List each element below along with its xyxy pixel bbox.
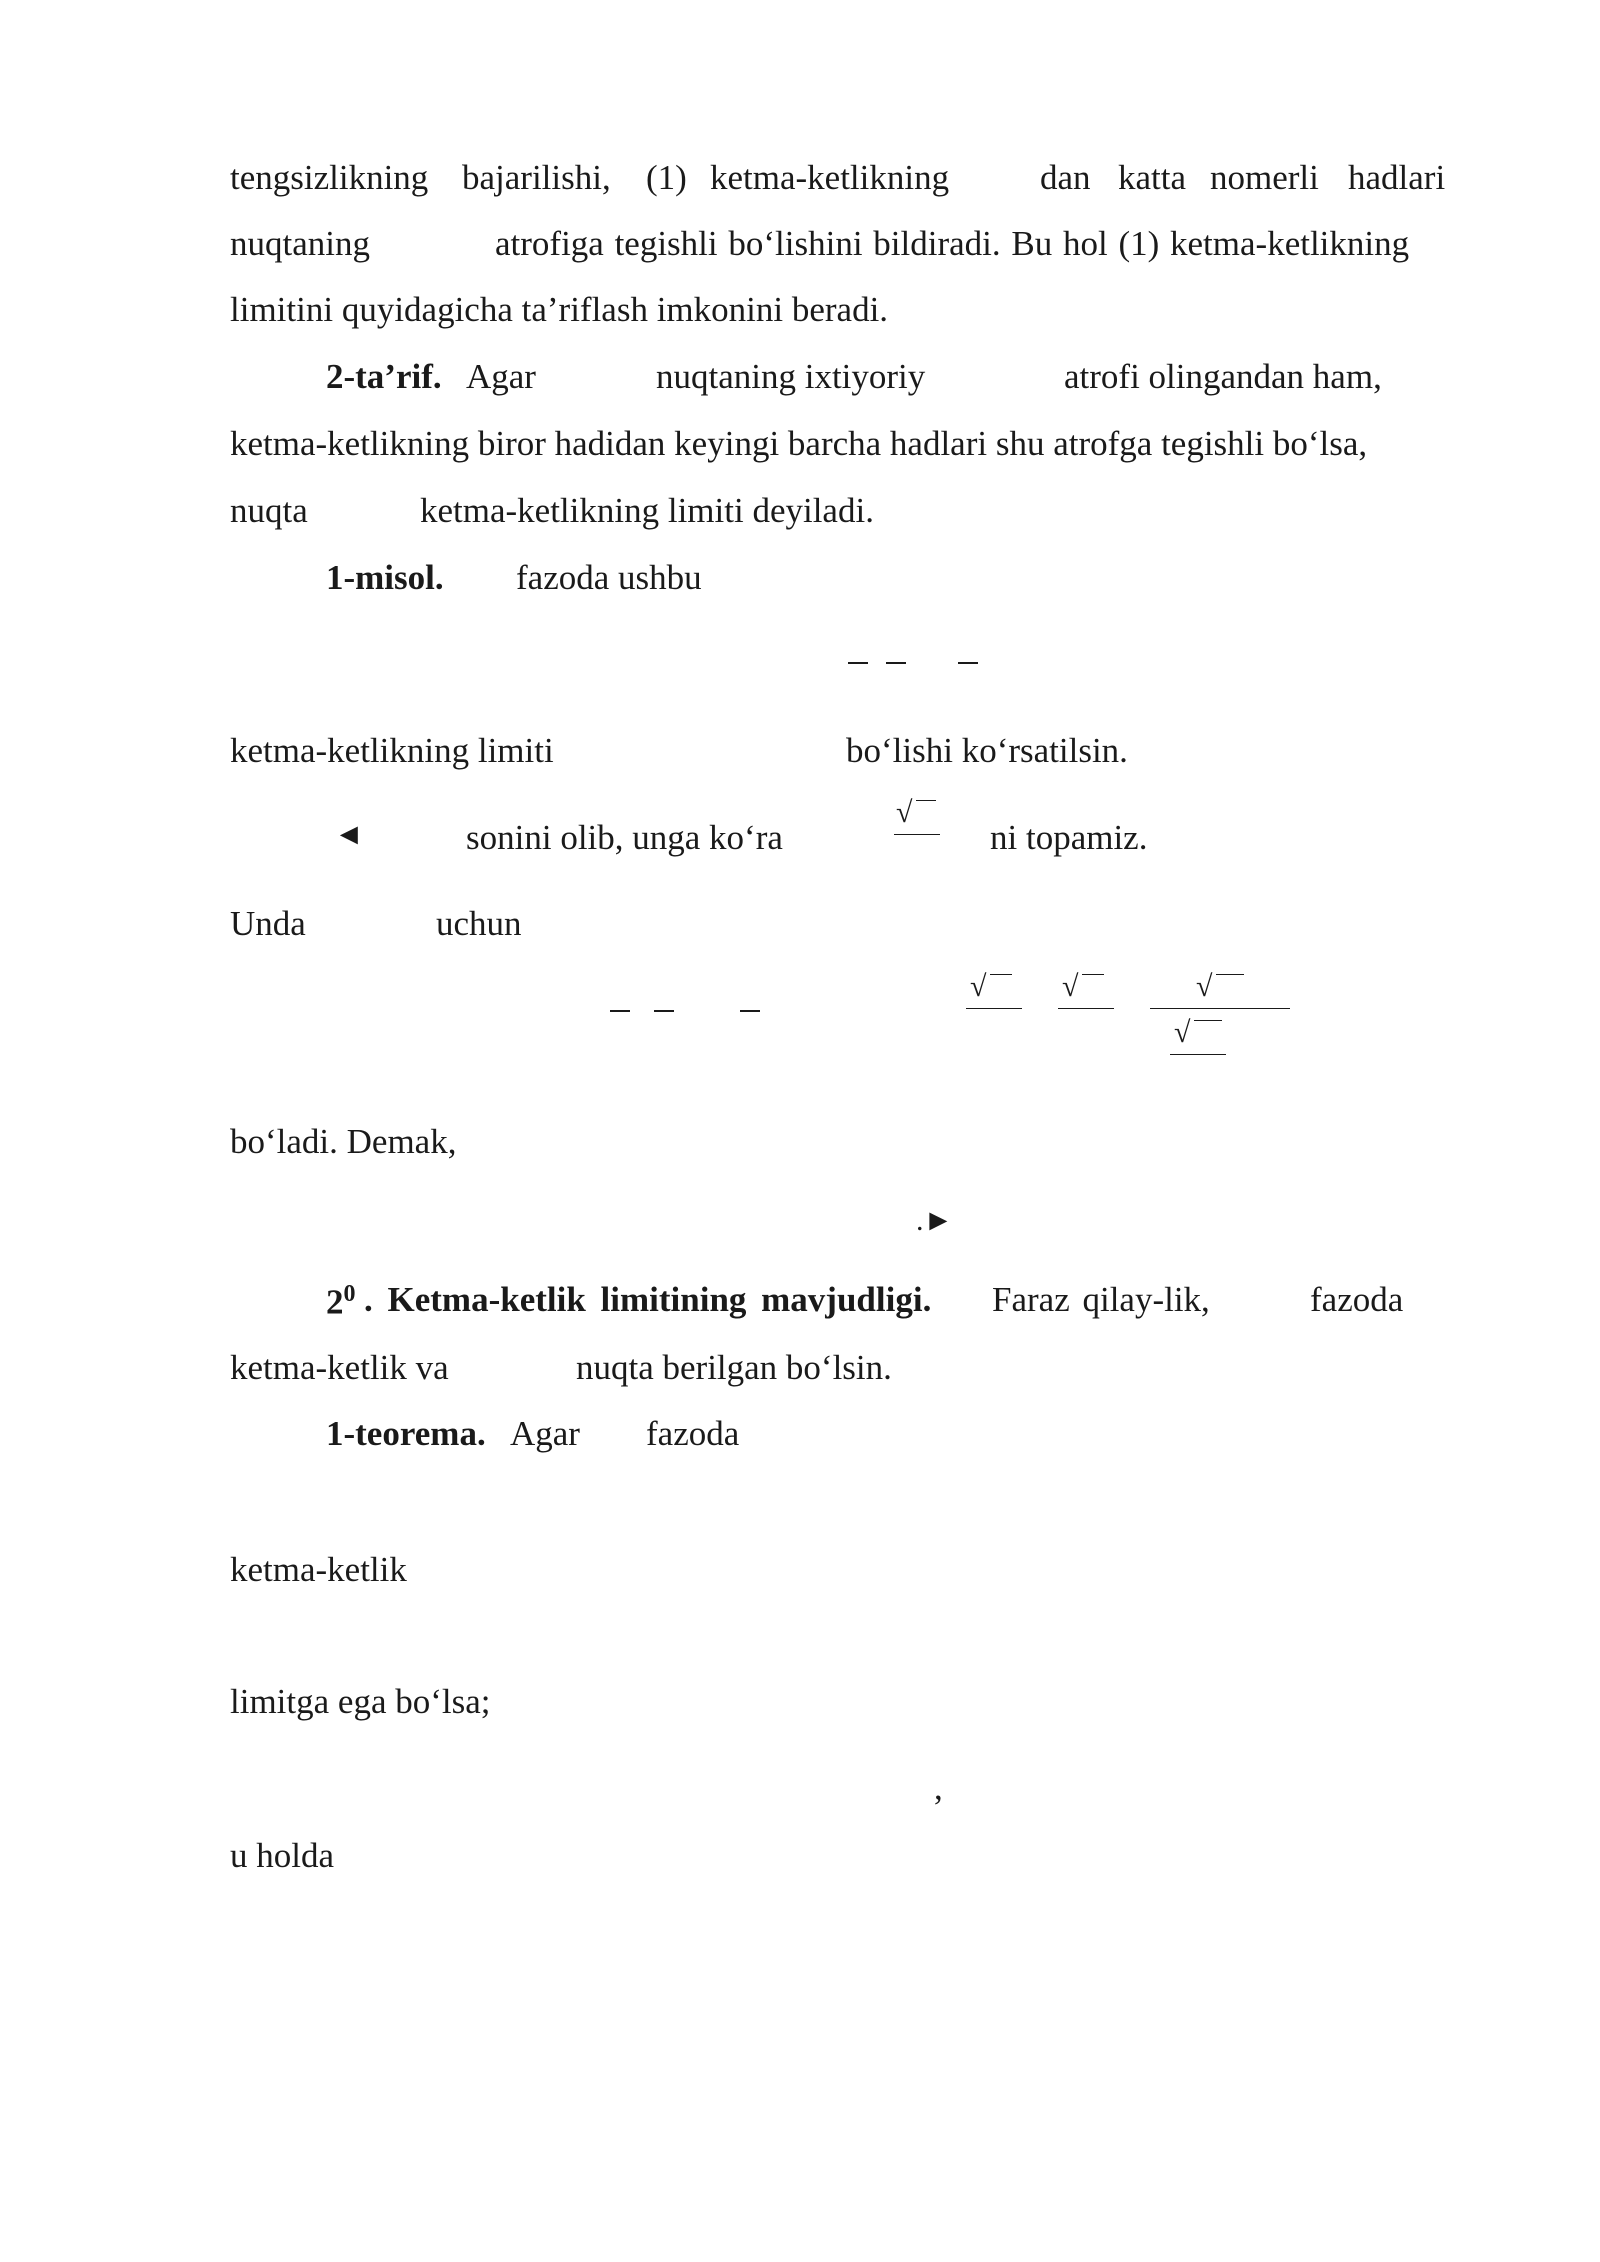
overline-bar [886,662,906,664]
paragraph-text: ketma-ketlik [230,1550,407,1589]
section-number: $2^0$ [326,1281,356,1322]
word: tengsizlikning [230,158,429,197]
paragraph-text: Agar [510,1414,580,1453]
radical-bar [990,974,1012,975]
paragraph-text: ni topamiz. [990,818,1148,857]
paragraph-line: nuqta [230,491,308,530]
paragraph-line: ketma-ketlikning biror hadidan keyingi barcha hadlari shu atrofga tegishli bo‘lsa, [230,424,1368,463]
example-label: 1-misol. [326,558,444,597]
sqrt-sign: √ [1196,970,1213,1003]
word: ketma-ketlikning [710,158,950,197]
sqrt-sign: √ [970,970,987,1003]
paragraph-text: u holda [230,1836,335,1875]
fraction-bar [894,834,940,835]
theorem-label: 1-teorema. [326,1414,486,1453]
sqrt-sign: √ [1174,1016,1191,1049]
paragraph-line: nuqtaning [230,224,370,263]
start-marker: ◄ [334,818,364,851]
paragraph-text: ketma-ketlikning limiti [230,731,554,770]
word: nomerli [1210,158,1319,197]
radical-bar [1082,974,1104,975]
paragraph-text: limitga ega bo‘lsa; [230,1682,491,1721]
paragraph-text: sonini olib, unga ko‘ra [466,818,783,857]
paragraph-line: ketma-ketlikning limiti deyiladi. [420,491,874,530]
radical-bar [1216,974,1244,975]
overline-bar [848,662,868,664]
paragraph-text: ketma-ketlik va [230,1348,449,1387]
paragraph-text: Faraz qilay-lik, [992,1280,1210,1319]
paragraph-text: uchun [436,904,522,943]
paragraph-text: fazoda [1310,1280,1404,1319]
overline-bar [958,662,978,664]
radical-bar [916,800,936,801]
fraction-bar [1058,1008,1114,1009]
overline-bar [610,1010,630,1012]
word: katta [1118,158,1187,197]
comma: , [934,1768,943,1807]
end-marker: .► [916,1204,954,1237]
paragraph-text: nuqta berilgan bo‘lsin. [576,1348,892,1387]
overline-bar [740,1010,760,1012]
fraction-bar [966,1008,1022,1009]
paragraph-text: Agar [466,357,536,396]
word: dan [1040,158,1091,197]
fraction-bar [1170,1054,1226,1055]
definition-label: 2-ta’rif. [326,357,442,396]
paragraph-text: fazoda [646,1414,740,1453]
sqrt-sign: √ [1062,970,1079,1003]
paragraph-text: atrofi olingandan ham, [1064,357,1382,396]
overline-bar [654,1010,674,1012]
paragraph-text: fazoda ushbu [516,558,702,597]
paragraph-text: bo‘ladi. Demak, [230,1122,457,1161]
word: bajarilishi, [462,158,611,197]
sqrt-sign: √ [896,796,913,829]
paragraph-text: nuqtaning ixtiyoriy [656,357,926,396]
paragraph-line: limitini quyidagicha ta’riflash imkonini beradi. [230,290,889,329]
radical-bar [1194,1020,1222,1021]
section-title: . Ketma-ketlik limitining mavjudligi. [364,1280,932,1319]
fraction-bar [1150,1008,1290,1009]
word: (1) [646,158,687,197]
word: hadlari [1348,158,1446,197]
paragraph-text: Unda [230,904,306,943]
paragraph-line: atrofiga tegishli bo‘lishini bildiradi. Bu hol (1) ketma-ketlikning [495,224,1410,263]
paragraph-text: bo‘lishi ko‘rsatilsin. [846,731,1128,770]
